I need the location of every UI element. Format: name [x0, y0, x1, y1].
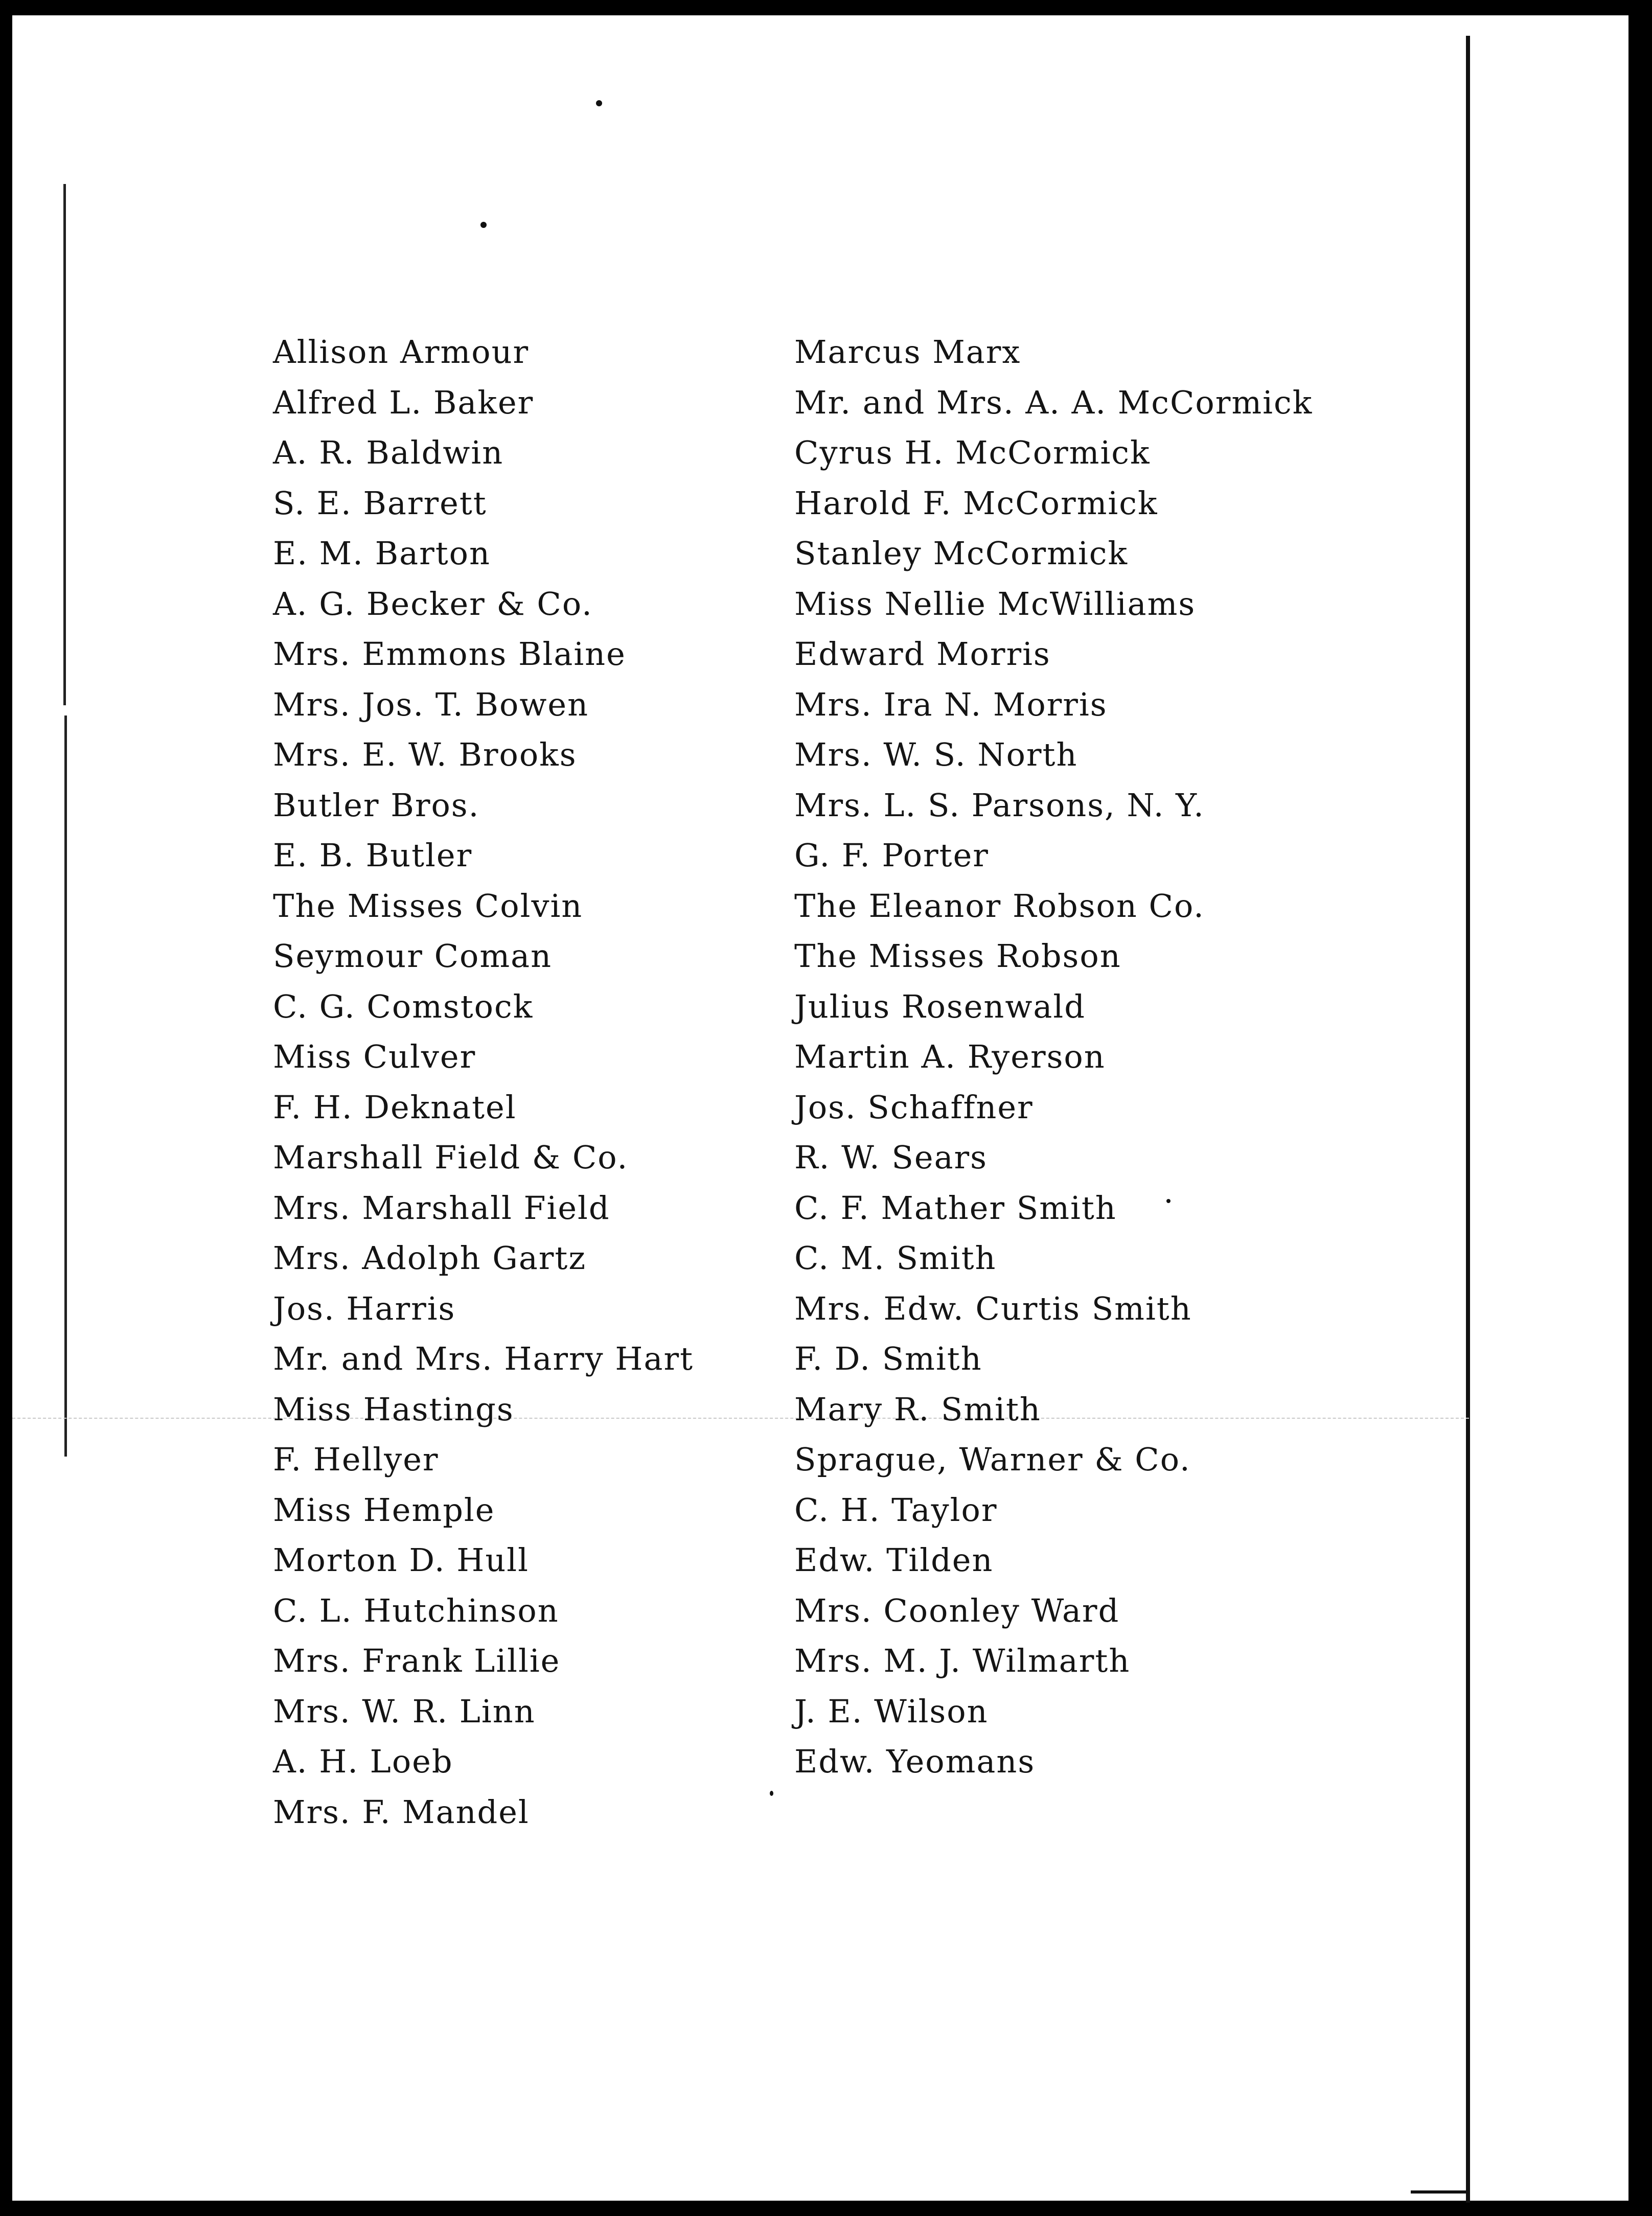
contributor-name: Mrs. F. Mandel: [273, 1793, 530, 1831]
contributor-name: Marcus Marx: [794, 333, 1021, 371]
contributor-name: Mr. and Mrs. A. A. McCormick: [794, 383, 1313, 421]
contributor-name: E. B. Butler: [273, 837, 473, 874]
contributor-name: Mrs. Marshall Field: [273, 1189, 610, 1227]
contributor-name: Butler Bros.: [273, 786, 480, 824]
contributor-name: Mrs. Ira N. Morris: [794, 685, 1108, 723]
ink-speck: [480, 222, 487, 228]
contributor-name: G. F. Porter: [794, 837, 989, 874]
contributor-name: Edw. Tilden: [794, 1541, 994, 1579]
contributor-name: J. E. Wilson: [794, 1692, 989, 1730]
contributor-name: Mrs. L. S. Parsons, N. Y.: [794, 786, 1205, 824]
contributor-name: Seymour Coman: [273, 937, 553, 975]
contributor-name: Mrs. M. J. Wilmarth: [794, 1642, 1131, 1679]
contributor-name: Sprague, Warner & Co.: [794, 1441, 1191, 1478]
contributor-name: Mrs. W. S. North: [794, 736, 1078, 773]
contributor-name: Julius Rosenwald: [794, 987, 1086, 1025]
contributor-name: Edw. Yeomans: [794, 1743, 1036, 1780]
scan-border-left-lower: [64, 715, 67, 1457]
contributor-name: Mrs. Edw. Curtis Smith: [794, 1289, 1192, 1327]
contributor-name: E. M. Barton: [273, 535, 491, 572]
contributor-name: The Misses Robson: [794, 937, 1121, 975]
contributor-name: C. M. Smith: [794, 1239, 997, 1277]
contributor-name: C. H. Taylor: [794, 1491, 998, 1529]
contributor-name: The Misses Colvin: [273, 887, 583, 925]
contributor-name: Mrs. W. R. Linn: [273, 1692, 536, 1730]
contributor-name: Martin A. Ryerson: [794, 1038, 1106, 1075]
contributor-name: C. G. Comstock: [273, 987, 534, 1025]
contributor-name: Mrs. Jos. T. Bowen: [273, 685, 589, 723]
contributor-name: The Eleanor Robson Co.: [794, 887, 1205, 925]
contributor-name: Alfred L. Baker: [273, 383, 534, 421]
contributor-name: R. W. Sears: [794, 1139, 988, 1176]
scan-border-left-upper: [63, 184, 66, 705]
ink-speck: [596, 100, 602, 106]
contributor-name: Mrs. Emmons Blaine: [273, 635, 626, 673]
contributor-list-left: [273, 327, 774, 1837]
contributor-name: F. D. Smith: [794, 1340, 982, 1377]
contributor-name: Mrs. E. W. Brooks: [273, 736, 577, 773]
contributor-name: Mr. and Mrs. Harry Hart: [273, 1340, 694, 1377]
contributor-name: Mrs. Frank Lillie: [273, 1642, 561, 1679]
contributor-name: S. E. Barrett: [273, 484, 487, 522]
contributor-name: Mary R. Smith: [794, 1390, 1041, 1428]
contributor-name: Stanley McCormick: [794, 535, 1129, 572]
contributor-name: Jos. Harris: [273, 1289, 456, 1327]
contributor-list-right: [794, 327, 1449, 1787]
contributor-name: F. H. Deknatel: [273, 1088, 517, 1126]
contributor-name: C. L. Hutchinson: [273, 1591, 559, 1629]
scan-border-right: [1466, 36, 1470, 2203]
contributor-name: Miss Nellie McWilliams: [794, 585, 1196, 622]
contributor-name: A. G. Becker & Co.: [273, 585, 593, 622]
contributor-name: Allison Armour: [273, 333, 530, 371]
contributor-name: Jos. Schaffner: [794, 1088, 1034, 1126]
contributor-name: Harold F. McCormick: [794, 484, 1158, 522]
contributor-name: A. H. Loeb: [273, 1743, 453, 1780]
contributor-name: Edward Morris: [794, 635, 1051, 673]
scan-border-bottom: [1411, 2190, 1470, 2194]
contributor-name: Miss Hemple: [273, 1491, 495, 1529]
contributor-name: Miss Hastings: [273, 1390, 514, 1428]
contributor-name: Mrs. Adolph Gartz: [273, 1239, 587, 1277]
contributor-name: Morton D. Hull: [273, 1541, 529, 1579]
contributor-name: Miss Culver: [273, 1038, 476, 1075]
contributor-name: C. F. Mather Smith: [794, 1189, 1117, 1227]
contributor-name: Cyrus H. McCormick: [794, 434, 1151, 471]
contributor-name: A. R. Baldwin: [273, 434, 504, 471]
contributor-name: Marshall Field & Co.: [273, 1139, 629, 1176]
contributor-name: Mrs. Coonley Ward: [794, 1591, 1120, 1629]
contributor-name: F. Hellyer: [273, 1441, 439, 1478]
